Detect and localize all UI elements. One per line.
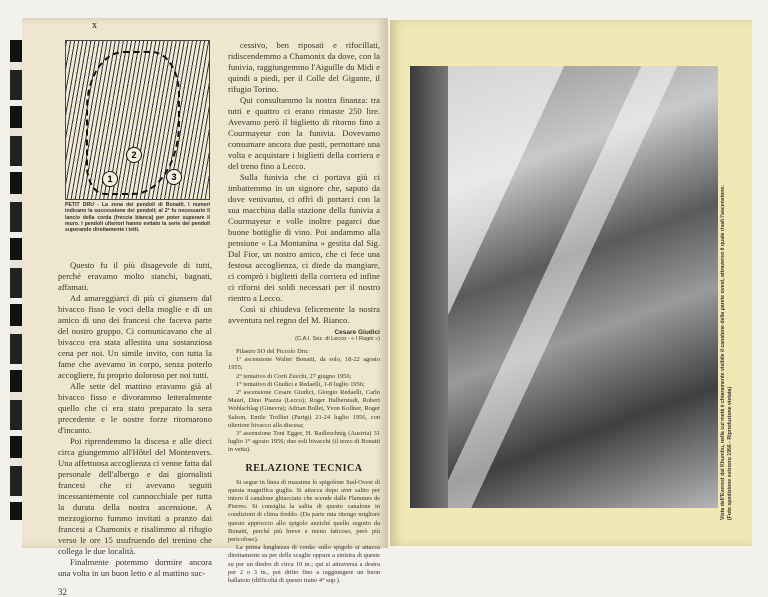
photo-credit: (Foto spedizione svizzera 1956 - Riproduzione vietata) (727, 386, 733, 520)
paragraph: Alle sette del mattino eravamo già al bivacco fisso e divorammo letteralmente quello che ci era stato preparato la sera precedente e le nostre forze ritornarono d'incanto. (58, 381, 212, 435)
paragraph: La prima lunghezza di corda: sullo spigolo si attacca direttamente su per delle scaglie oppure a sinistra di queste su per un diedro di circa 10 m.; qui si attraversa a destra per 2 o 3 m., poi dritto fino a raggiungere un buon ballatoio (difficoltà di questo tratto 4° sup.). (228, 544, 380, 585)
right-column (228, 40, 380, 585)
left-page (22, 18, 388, 597)
right-page (390, 20, 752, 546)
history-item: 2ª ascensione Cesare Giudici, Giorgio Redaelli, Carlo Mauri, Dino Piazza (Lecco); Roger Halberstadt, Robert Wohlschlag (Ginevra); Adrian Bollet, Yvon Kollner, Roger Salson, Emile Trolliet (Parigi) 21-24 luglio 1956, con ulteriore bivacco alla discesa; (228, 389, 380, 429)
technical-report (228, 479, 380, 586)
paragraph: Sulla funivia che ci portava giù ci imbattemmo in un signore che, saputo da dove venivamo, ci offrì di portarci con la sua macchina dalla stazione della funivia a Courmayeur e volle inoltre pagarci due buone bottiglie di vino. Poi andammo alla pensione « La Montanina » gestita dal Sig. Dal Fior, un nostro amico, che ci fece una festosa accoglienza, ci diede da mangiare, ci comprò i biglietti della corriera ed infine ci riforni dei soldi necessari per il nostro rientro a Lecco. (228, 172, 380, 303)
pendulum-label: 3 (166, 169, 182, 185)
author-affiliation: (C.A.I. Sez. di Lecco - « I Ragni ») (295, 336, 380, 342)
paragraph: Poi riprendemmo la discesa e alle dieci circa giungemmo all'Hôtel del Montenvers. Una affettuosa accoglienza ci venne fatta dal personale dell'albergo e dai giornalisti francesi che ci avevano seguiti incessantemente col cannocchiale per tutta la durata della nostra ascensione. A mezzogiorno fummo invitati a pranzo dai francesi a Chamonix e risalimmo al rifugio verso le ore 15 usufruendo del trenino che collega le due località. (58, 436, 212, 556)
history-item: 1° tentativo di Giudici e Redaelli, 1-8 luglio 1956; (236, 380, 365, 388)
history-item: 2° tentativo di Corti Zucchi, 27 giugno 1956; (236, 372, 352, 380)
history-item: Pilastro SO del Piccolo Dru: (236, 348, 309, 355)
mountain-photo (410, 66, 718, 508)
pendulum-label: 1 (102, 171, 118, 187)
paragraph: Si segue in linea di massima lo spigolone Sud-Ovest di questa magnifica guglia. Si attacca dopo aver salito per intero il canalone ghiacciato che scende dalle Flammes de Pierres. Si consiglia la salita di questo canalone in condizioni di clima freddo. (Da parte mia ritengo migliore questo approccio allo spigolo anziché quello seguito da Bonatti, perché più breve e meno faticoso, però più pericoloso). (228, 478, 380, 544)
paragraph: Finalmente potemmo dormire ancora una volta in un buon letto e al mattino suc- (58, 557, 212, 578)
history-item: 1ª ascensione Walter Bonatti, da solo, 18-22 agosto 1955; (228, 356, 380, 372)
paragraph: Così si chiudeva felicemente la nostra avventura nel regno del M. Bianco. (228, 304, 380, 325)
paragraph: Questo fu il più disagevole di tutti, perché eravamo molto stanchi, bagnati, affamati. (58, 260, 212, 292)
figure-caption: PETIT DRU - La zona dei pendoli di Bonatti. I numeri indicano la successione dei pendoli; al 2° fu necessario il lancio della corda (freccia bianca) per poter superare il muro. I pendoli ulteriori hanno evitato la serie dei pendoli superando direttamente i tetti. (65, 202, 210, 234)
pendulum-label: 2 (126, 147, 142, 163)
photo-caption (720, 60, 744, 520)
petit-dru-sketch (65, 40, 210, 200)
left-column (58, 260, 212, 597)
section-title: RELAZIONE TECNICA (245, 462, 363, 474)
caption-text: Vista dell'Everest dal Khumbu, nella cui metà è chiaramente visibile il canalone della parete ovest, attraverso il quale risalì l'ascensione. (720, 185, 726, 520)
paragraph: cessivo, ben riposati e rifocillati, ridiscendemmo a Chamonix da dove, con la funivia, raggiungemmo l'Aiguille du Midi e quindi a piedi, per il Colle del Gigante, il rifugio Torino. (228, 40, 380, 94)
paragraph: Qui consultammo la nostra finanza: tra tutti e quattro ci erano rimaste 250 lire. Avevamo però il biglietto di ritorno fino a Courmayeur con la funivia. Dovevamo consumare ancora due pasti, pernottare una volta e acquistare i biglietti della corriera e del treno fino a Lecco. (228, 95, 380, 171)
ascent-history (228, 348, 380, 455)
page-number: 32 (58, 587, 67, 597)
history-item: 3ª ascensione Toni Egger, H. Radleschnig (Austria) 31 luglio 1° agosto 1956; due soli bivacchi (il terzo di Bonatti in vetta). (228, 430, 380, 454)
corner-mark: x (92, 20, 97, 31)
author-name: Cesare Giudici (334, 329, 380, 336)
paragraph: Ad amareggiarci di più ci giunsero dal bivacco fisso le voci della moglie e di un amico di uno dei francesi che faceva parte del nostro gruppo. Ci comunicavano che al bivacco era stata allestita una sostanziosa cena per noi. Un simile invito, con tutta la fame che avevamo in corpo, senza poterlo accogliere, fu proprio doloroso per noi tutti. (58, 293, 212, 380)
